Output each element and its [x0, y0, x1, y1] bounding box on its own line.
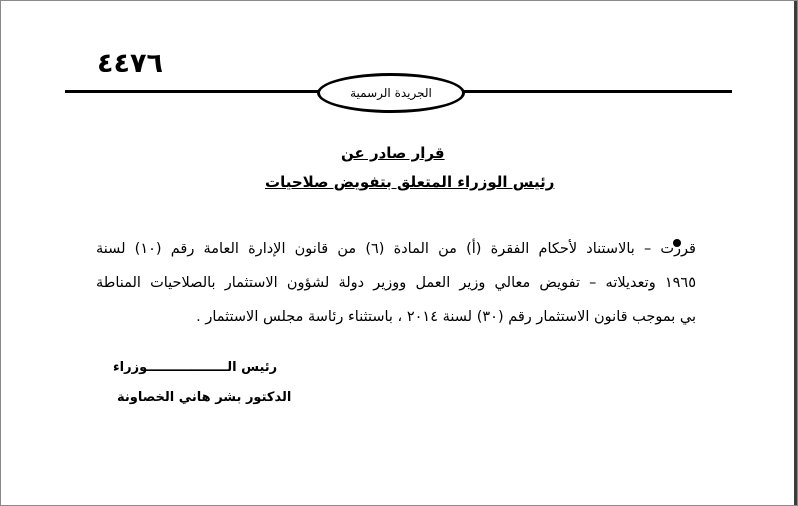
gazette-name: الجريدة الرسمية: [350, 86, 432, 100]
signatory-name: الدكتور بشر هاني الخصاونة: [117, 390, 292, 405]
page-edge-divider: [794, 1, 797, 505]
page-number: ٤٤٧٦: [97, 48, 163, 79]
body-line: ١٩٦٥ وتعديلاته – تفويض معالي وزير العمل ووزير دولة لشؤون الاستثمار بالصلاحيات المناطة: [96, 275, 696, 291]
body-line: بي بموجب قانون الاستثمار رقم (٣٠) لسنة ٢٠١٤ ، باستثناء رئاسة مجلس الاستثمار .: [196, 309, 696, 325]
gazette-name-oval: [317, 73, 465, 113]
decision-title: قرار صادر عن: [341, 144, 445, 162]
decision-subtitle: رئيس الوزراء المتعلق بتفويض صلاحيات: [265, 173, 555, 191]
signatory-title: رئيس الــــــــــــــــــوزراء: [113, 360, 278, 375]
decision-body: [96, 232, 696, 334]
body-line: قررت – بالاستناد لأحكام الفقرة (أ) من المادة (٦) من قانون الإدارة العامة رقم (١٠) لسنة: [96, 241, 696, 257]
